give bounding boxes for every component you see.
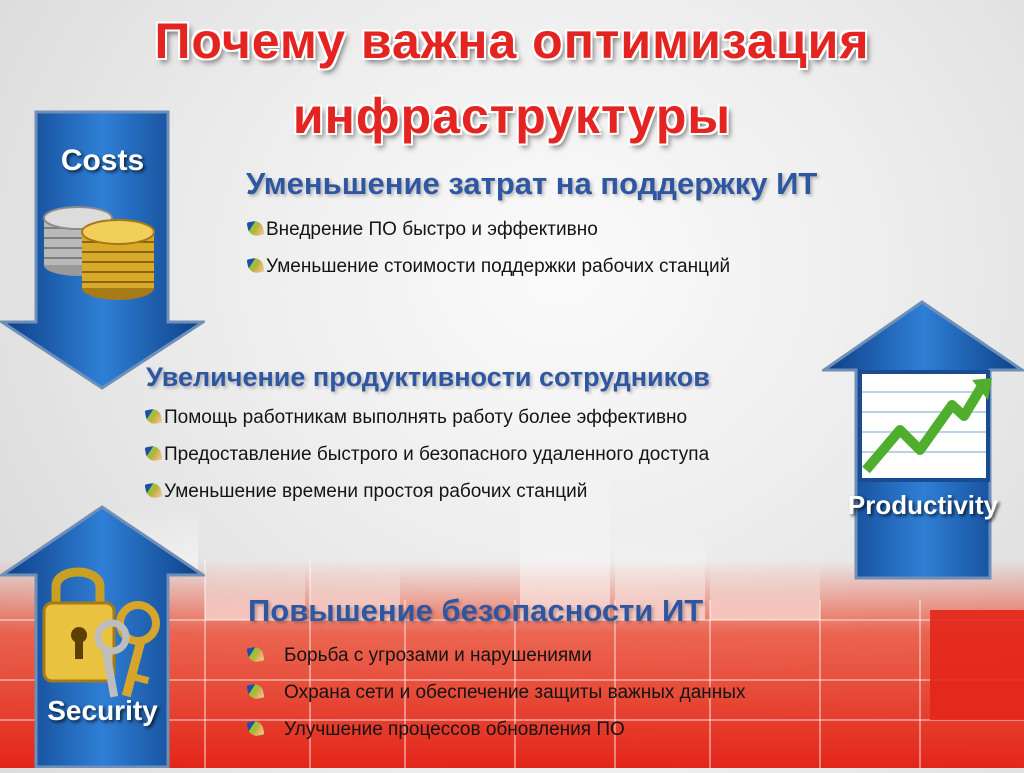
costs-label: Costs — [60, 144, 145, 177]
security-badge — [0, 505, 205, 768]
section-heading-security: Повышение безопасности ИТ — [248, 593, 704, 628]
list-item — [248, 637, 868, 674]
list-item — [248, 711, 868, 748]
growth-chart-icon — [860, 372, 992, 480]
list-item-text: Борьба с угрозами и нарушениями — [284, 645, 592, 666]
productivity-badge — [822, 300, 1024, 580]
security-label: Security — [47, 695, 158, 726]
list-item-text: Уменьшение времени простоя рабочих станций — [164, 481, 588, 502]
section-heading-productivity: Увеличение продуктивности сотрудников — [146, 362, 710, 392]
bullet-list-security — [248, 637, 868, 748]
list-item-text: Улучшение процессов обновления ПО — [284, 719, 625, 740]
list-item — [248, 248, 868, 285]
bullet-list-productivity — [146, 399, 836, 510]
costs-badge — [0, 110, 205, 390]
bullet-list-costs — [248, 211, 868, 285]
section-heading-costs: Уменьшение затрат на поддержку ИТ — [246, 166, 818, 201]
list-item-text: Уменьшение стоимости поддержки рабочих станций — [266, 256, 731, 277]
list-item-text: Внедрение ПО быстро и эффективно — [266, 219, 598, 240]
up-arrow-icon — [0, 505, 205, 768]
list-item — [146, 436, 836, 473]
page-title-line-2: инфраструктуры — [292, 88, 732, 144]
list-item-text: Охрана сети и обеспечение защиты важных данных — [284, 682, 746, 703]
page-title-line-1: Почему важна оптимизация — [154, 13, 870, 69]
list-item — [146, 399, 836, 436]
list-item — [248, 211, 868, 248]
productivity-label: Productivity — [847, 490, 999, 520]
up-arrow-icon — [822, 300, 1024, 580]
list-item-text: Помощь работникам выполнять работу более эффективно — [164, 407, 688, 428]
list-item — [248, 674, 868, 711]
list-item-text: Предоставление быстрого и безопасного удаленного доступа — [164, 444, 710, 465]
list-item — [146, 473, 836, 510]
